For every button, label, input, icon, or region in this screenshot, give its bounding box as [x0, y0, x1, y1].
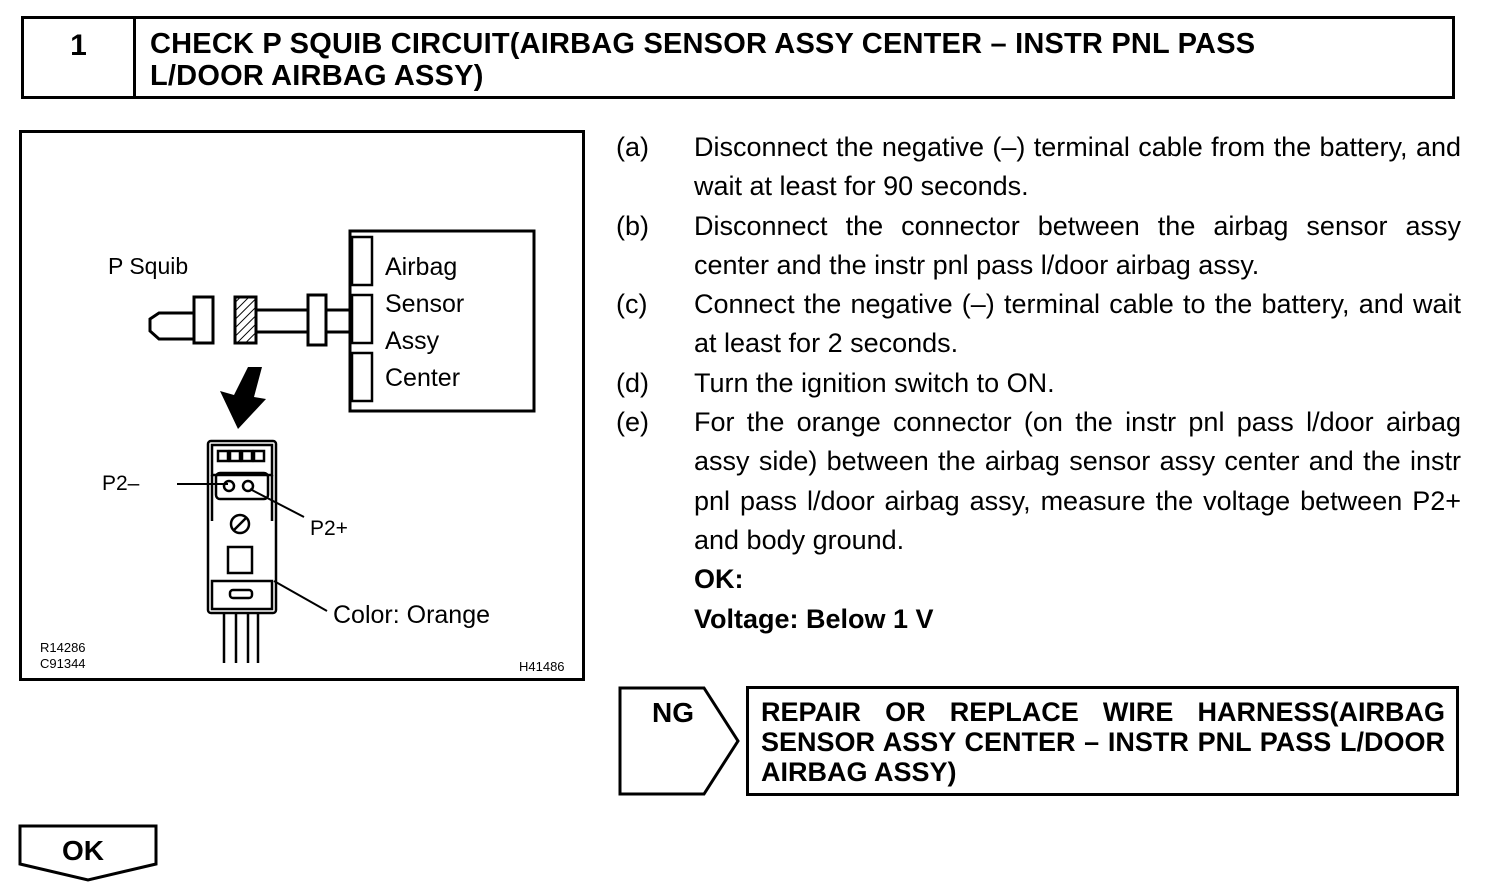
p2-minus-label: P2– — [102, 472, 140, 495]
list-item — [616, 207, 1461, 286]
voltage-spec: Voltage: Below 1 V — [694, 603, 934, 634]
figure-ref-2: C91344 — [40, 656, 86, 671]
step-text: Disconnect the connector between the airbag sensor assy center and the instr pnl pass l/door airbag assy. — [694, 210, 1461, 280]
step-text: Disconnect the negative (–) terminal cable from the battery, and wait at least for 90 seconds. — [694, 132, 1461, 202]
list-item — [616, 285, 1461, 364]
connector-illustration — [22, 133, 588, 684]
squib-connector-schematic — [150, 295, 351, 345]
step-key: (e) — [616, 407, 649, 438]
step-title-line1: CHECK P SQUIB CIRCUIT(AIRBAG SENSOR ASSY CENTER – INSTR PNL PASS — [150, 28, 1256, 60]
ok-label[interactable]: OK — [62, 835, 104, 866]
step-key: (d) — [616, 367, 649, 398]
sensor-label-line3: Assy — [385, 327, 440, 355]
step-number: 1 — [24, 19, 136, 96]
sensor-label-line1: Airbag — [385, 253, 458, 281]
sensor-label-line2: Sensor — [385, 290, 465, 318]
list-item — [616, 364, 1461, 403]
down-arrow-icon — [220, 367, 266, 429]
step-key: (c) — [616, 289, 648, 320]
step-text: Connect the negative (–) terminal cable to the battery, and wait at least for 2 seconds. — [694, 289, 1461, 359]
result-spec — [616, 600, 1461, 639]
ng-label[interactable]: NG — [652, 697, 694, 728]
step-header — [21, 16, 1455, 99]
step-title — [150, 28, 1440, 92]
ng-action-text: REPAIR OR REPLACE WIRE HARNESS(AIRBAG SENSOR ASSY CENTER – INSTR PNL PASS L/DOOR AIRBAG ASSY) — [761, 697, 1445, 787]
figure-ref-3: H41486 — [519, 659, 565, 674]
p2-plus-label: P2+ — [310, 517, 348, 540]
procedure-steps — [616, 128, 1461, 639]
list-item — [616, 403, 1461, 560]
step-key: (b) — [616, 210, 649, 241]
ok-heading: OK: — [694, 564, 744, 595]
step-text: Turn the ignition switch to ON. — [694, 367, 1055, 398]
p-squib-label: P Squib — [108, 253, 189, 279]
orange-connector — [208, 441, 276, 663]
step-title-line2: L/DOOR AIRBAG ASSY) — [150, 60, 484, 92]
step-key: (a) — [616, 132, 649, 162]
connector-diagram — [19, 130, 585, 681]
sensor-assy-label — [385, 249, 464, 397]
step-text: For the orange connector (on the instr pnl pass l/door airbag assy side) between the airbag sensor assy center and the instr pnl pass l/door airbag assy, measure the voltage between P2+ and body ground. — [694, 407, 1461, 555]
sensor-label-line4: Center — [385, 364, 461, 392]
color-label: Color: Orange — [333, 601, 491, 629]
result-ok-heading — [616, 560, 1461, 599]
list-item — [616, 128, 1461, 207]
figure-ref-1: R14286 — [40, 640, 86, 655]
